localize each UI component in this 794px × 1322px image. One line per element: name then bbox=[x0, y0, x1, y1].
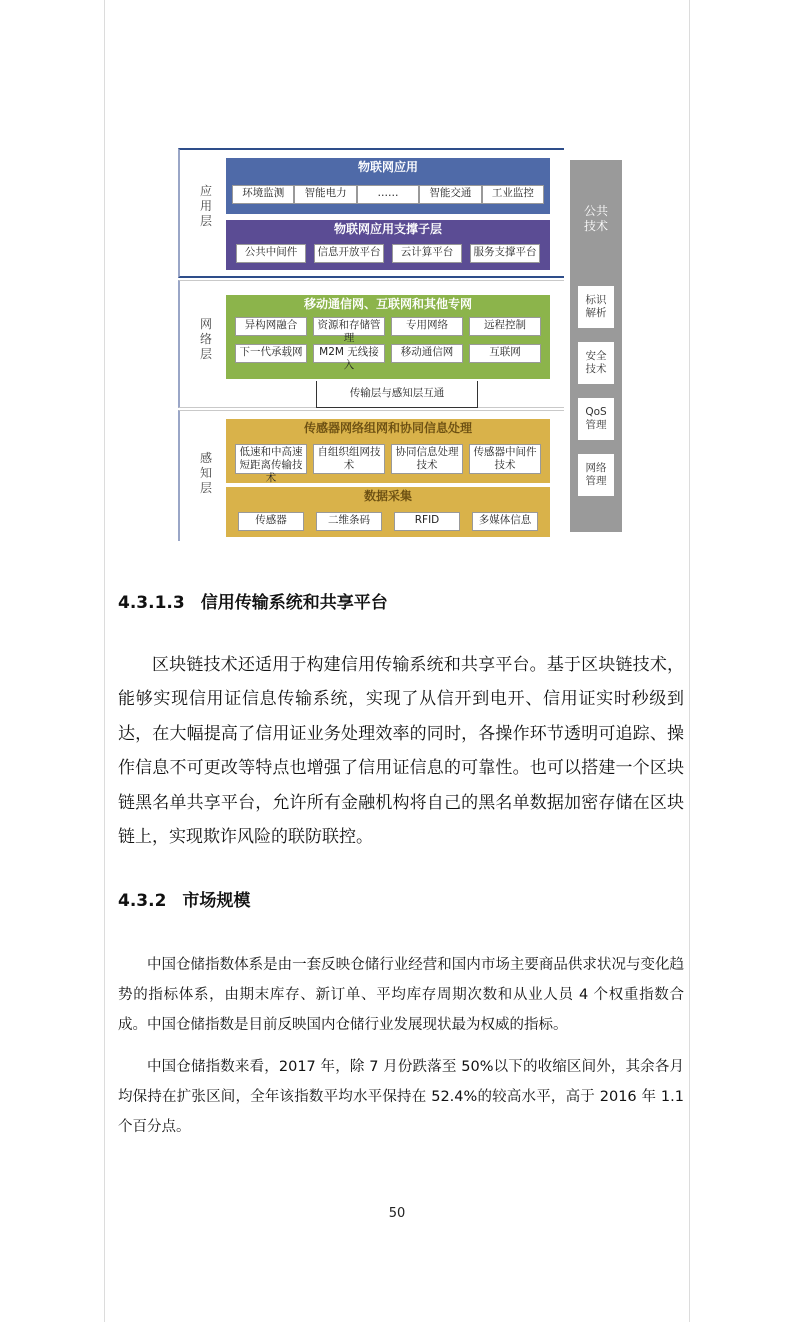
collection-chip: RFID bbox=[394, 512, 460, 531]
network-chip: 下一代承载网 bbox=[235, 344, 307, 363]
application-layer-label: 应 用 层 bbox=[199, 184, 212, 228]
common-tech-chip-text: 安全技术 bbox=[585, 350, 607, 375]
common-tech-chip bbox=[578, 286, 614, 328]
layer-interconnect-bracket: 传输层与感知层互通 bbox=[316, 381, 478, 408]
section-title: 信用传输系统和共享平台 bbox=[200, 593, 388, 613]
app-chip: …… bbox=[357, 185, 419, 204]
common-tech-chip-text: 网络管理 bbox=[585, 462, 607, 487]
common-tech-chip bbox=[578, 342, 614, 384]
iot-apps-block bbox=[226, 158, 550, 214]
support-chip: 服务支撑平台 bbox=[470, 244, 540, 263]
collection-chip: 传感器 bbox=[238, 512, 304, 531]
network-chip: 异构网融合 bbox=[235, 317, 307, 336]
iot-architecture-diagram bbox=[178, 148, 624, 540]
sensor-network-block bbox=[226, 419, 550, 483]
data-collection-title: 数据采集 bbox=[363, 489, 412, 503]
common-tech-title-text: 公共技术 bbox=[583, 204, 608, 233]
network-chip: 互联网 bbox=[469, 344, 541, 363]
network-chip: 远程控制 bbox=[469, 317, 541, 336]
network-layer-label: 网 络 层 bbox=[199, 317, 212, 361]
body-paragraph: 中国仓储指数体系是由一套反映仓储行业经营和国内市场主要商品供求状况与变化趋势的指标体系，由期末库存、新订单、平均库存周期次数和从业人员 4 个权重指数合成。中国仓储指数是目前反映国内仓储行业发展现状最为权威的指标。 bbox=[118, 957, 684, 1033]
page-right-edge bbox=[689, 0, 690, 1322]
support-chip: 公共中间件 bbox=[236, 244, 306, 263]
sensor-network-chip: 传感器中间件技术 bbox=[469, 444, 541, 474]
page-number: 50 bbox=[388, 1206, 406, 1221]
iot-apps-title: 物联网应用 bbox=[357, 160, 418, 174]
section-heading-4-3-2 bbox=[118, 886, 250, 911]
app-chip: 智能交通 bbox=[419, 185, 481, 204]
data-collection-block bbox=[226, 487, 550, 537]
common-tech-title bbox=[570, 204, 622, 234]
support-sublayer-title: 物联网应用支撑子层 bbox=[333, 222, 442, 236]
common-tech-chip bbox=[578, 398, 614, 440]
collection-chip: 二维条码 bbox=[316, 512, 382, 531]
section-number: 4.3.2 bbox=[118, 891, 167, 911]
app-chip: 工业监控 bbox=[482, 185, 544, 204]
section-number: 4.3.1.3 bbox=[118, 593, 185, 613]
application-layer bbox=[178, 148, 564, 278]
network-chip: 移动通信网 bbox=[391, 344, 463, 363]
common-tech-chip-text: QoS 管理 bbox=[585, 406, 607, 431]
body-paragraph: 区块链技术还适用于构建信用传输系统和共享平台。基于区块链技术，能够实现信用证信息传输系统，实现了从信开到电开、信用证实时秒级到达，在大幅提高了信用证业务处理效率的同时，各操作环节透明可追踪、操作信息不可更改等特点也增强了信用证信息的可靠性。也可以搭建一个区块链黑名单共享平台，允许所有金融机构将自己的黑名单数据加密存储在区块链上，实现欺诈风险的联防联控。 bbox=[118, 655, 684, 848]
app-chip: 智能电力 bbox=[294, 185, 356, 204]
common-tech-chip-text: 标识解析 bbox=[585, 294, 607, 319]
section-heading-4-3-1-3 bbox=[118, 588, 388, 613]
network-chip: 专用网络 bbox=[391, 317, 463, 336]
network-block bbox=[226, 295, 550, 379]
common-tech-column bbox=[570, 160, 622, 532]
body-paragraph: 中国仓储指数来看，2017 年，除 7 月份跌落至 50%以下的收缩区间外，其余各月均保持在扩张区间，全年该指数平均水平保持在 52.4%的较高水平，高于 2016 年 1.1 个百分点。 bbox=[118, 1059, 684, 1135]
sensor-network-chip: 低速和中高速短距离传输技术 bbox=[235, 444, 307, 474]
network-block-title: 移动通信网、互联网和其他专网 bbox=[303, 297, 472, 311]
sensor-network-chip: 自组织组网技术 bbox=[313, 444, 385, 474]
sensor-network-chip: 协同信息处理技术 bbox=[391, 444, 463, 474]
network-chip: M2M 无线接入 bbox=[313, 344, 385, 363]
perception-layer-label: 感 知 层 bbox=[199, 451, 212, 495]
perception-layer bbox=[178, 410, 564, 541]
page-left-edge bbox=[104, 0, 105, 1322]
support-chip: 云计算平台 bbox=[392, 244, 462, 263]
support-sublayer-block bbox=[226, 220, 550, 270]
section-title: 市场规模 bbox=[182, 891, 251, 911]
collection-chip: 多媒体信息 bbox=[472, 512, 538, 531]
app-chip: 环境监测 bbox=[232, 185, 294, 204]
sensor-network-title: 传感器网络组网和协同信息处理 bbox=[303, 421, 472, 435]
network-layer bbox=[178, 280, 564, 408]
support-chip: 信息开放平台 bbox=[314, 244, 384, 263]
common-tech-chip bbox=[578, 454, 614, 496]
network-chip: 资源和存储管理 bbox=[313, 317, 385, 336]
